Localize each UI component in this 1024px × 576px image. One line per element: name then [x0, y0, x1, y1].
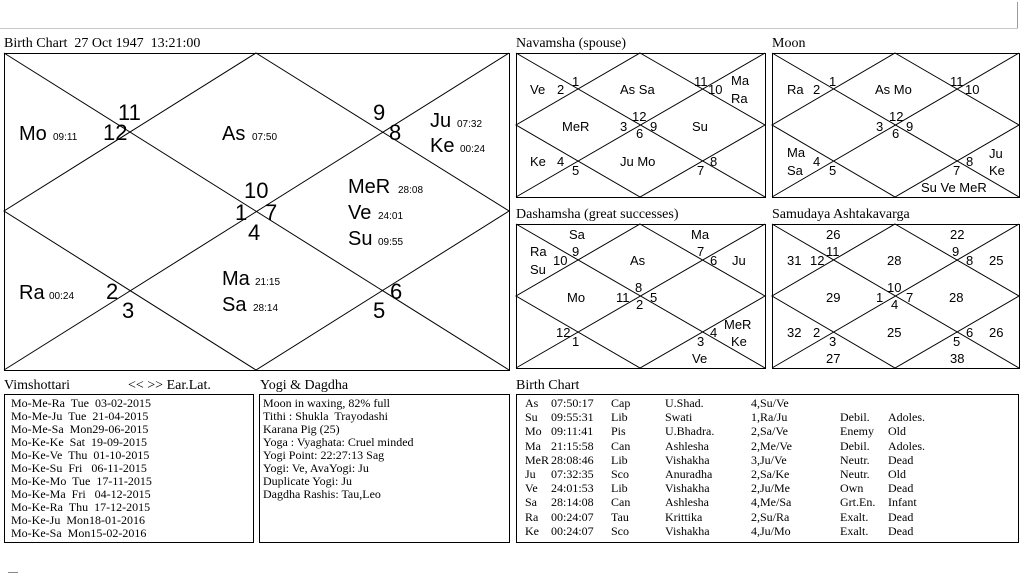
yogi-line: Yogi: Ve, AvaYogi: Ju	[263, 461, 369, 475]
svg-text:2: 2	[813, 82, 821, 97]
moon-title: Moon	[772, 36, 806, 51]
svg-text:26: 26	[826, 227, 841, 242]
svg-text:11: 11	[616, 290, 630, 305]
svg-text:Ra: Ra	[731, 91, 748, 106]
svg-text:7: 7	[697, 244, 705, 259]
svg-text:Ve: Ve	[530, 82, 546, 97]
yogi-line: Tithi : Shukla Trayodashi	[263, 409, 388, 423]
table-cell: Vishakha	[665, 481, 710, 496]
table-cell: 4,Su/Ve	[751, 396, 789, 410]
table-cell: 2,Su/Ra	[751, 509, 790, 524]
list-item[interactable]: Mo-Ke-Su Fri 06-11-2015	[11, 461, 147, 475]
table-row[interactable]	[517, 525, 1017, 539]
svg-text:26: 26	[989, 325, 1004, 340]
table-cell: 2,Sa/Ve	[751, 424, 788, 439]
table-cell: Anuradha	[665, 467, 713, 481]
svg-text:6: 6	[892, 126, 900, 141]
list-item[interactable]: Mo-Ke-Ra Thu 17-12-2015	[11, 500, 151, 514]
svg-text:Ve: Ve	[348, 202, 372, 224]
table-cell: Can	[611, 438, 631, 453]
table-cell: Debil.	[840, 410, 870, 425]
list-item[interactable]: Mo-Me-Sa Mon29-06-2015	[11, 422, 149, 436]
table-cell: Sco	[611, 467, 629, 481]
birth-table-title: Birth Chart	[516, 378, 580, 393]
svg-text:Ju: Ju	[732, 253, 746, 268]
table-cell: U.Bhadra.	[665, 424, 715, 439]
vimshottari-nav-buttons[interactable]: << >> Ear.Lat.	[128, 378, 211, 393]
yogi-line: Yogi Point: 22:27:13 Sag	[263, 448, 385, 462]
table-cell: Exalt.	[840, 523, 869, 538]
svg-text:5: 5	[829, 163, 837, 178]
yogi-list[interactable]	[259, 394, 510, 543]
svg-text:Su Ve MeR: Su Ve MeR	[921, 180, 987, 195]
svg-text:12: 12	[632, 109, 647, 124]
svg-text:00:24: 00:24	[460, 144, 486, 155]
table-cell: 28:14:08	[551, 495, 594, 510]
table-cell: Ju	[525, 467, 536, 481]
svg-text:25: 25	[989, 253, 1004, 268]
table-cell: Ve	[525, 481, 538, 496]
svg-text:11: 11	[950, 74, 964, 89]
main-house-1: 1	[235, 200, 248, 225]
table-row[interactable]	[517, 411, 1017, 425]
table-cell: Vishakha	[665, 523, 710, 538]
table-cell: U.Shad.	[665, 396, 704, 410]
svg-text:8: 8	[966, 154, 974, 169]
main-house-10: 10	[244, 178, 269, 203]
yogi-line: Karana Pig (25)	[263, 422, 340, 436]
svg-text:00:24: 00:24	[49, 291, 75, 302]
svg-text:28:08: 28:08	[398, 185, 424, 196]
table-cell: Can	[611, 495, 631, 510]
table-row[interactable]	[517, 425, 1017, 439]
samudaya-title: Samudaya Ashtakavarga	[772, 207, 910, 222]
svg-text:7: 7	[697, 163, 705, 178]
list-item[interactable]: Mo-Me-Ra Tue 03-02-2015	[11, 396, 151, 410]
table-cell: 2,Ju/Me	[751, 481, 790, 496]
svg-text:8: 8	[635, 280, 643, 295]
list-item[interactable]: Mo-Ke-Ma Fri 04-12-2015	[11, 487, 151, 501]
dashamsha-title: Dashamsha (great successes)	[516, 207, 679, 222]
svg-text:2: 2	[813, 325, 821, 340]
main-house-8: 8	[389, 120, 402, 145]
svg-text:07:50: 07:50	[252, 132, 278, 143]
main-house-9: 9	[373, 100, 386, 125]
table-cell: Neutr.	[840, 452, 870, 467]
svg-text:Ma: Ma	[691, 227, 710, 242]
table-cell: Vishakha	[665, 452, 710, 467]
svg-text:22: 22	[950, 227, 965, 242]
list-item[interactable]: Mo-Ke-Ke Sat 19-09-2015	[11, 435, 147, 449]
svg-text:As Sa: As Sa	[620, 82, 655, 97]
svg-text:9: 9	[952, 244, 960, 259]
svg-text:32: 32	[787, 325, 802, 340]
table-cell: Neutr.	[840, 467, 870, 481]
svg-text:12: 12	[889, 109, 904, 124]
svg-text:25: 25	[887, 325, 902, 340]
svg-text:Ma: Ma	[787, 145, 806, 160]
svg-text:10: 10	[965, 82, 980, 97]
table-cell: Sa	[525, 495, 537, 510]
main-house-3: 3	[122, 298, 135, 323]
table-cell: 24:01:53	[551, 481, 594, 496]
table-cell: Ma	[525, 438, 541, 453]
table-cell: Cap	[611, 396, 631, 410]
svg-text:7: 7	[906, 290, 914, 305]
svg-text:MeR: MeR	[562, 119, 590, 134]
table-cell: 4,Ju/Mo	[751, 523, 791, 538]
table-cell: 00:24:07	[551, 509, 594, 524]
main-house-11: 11	[118, 100, 141, 125]
yogi-line: Yoga : Vyaghata: Cruel minded	[263, 435, 414, 449]
svg-text:28: 28	[887, 253, 902, 268]
table-cell: Old	[888, 424, 906, 439]
table-cell: Ashlesha	[665, 438, 709, 453]
table-cell: Adoles.	[888, 438, 925, 453]
navamsha-title: Navamsha (spouse)	[516, 36, 627, 51]
table-cell: Lib	[611, 481, 628, 496]
svg-text:Mo: Mo	[567, 290, 586, 305]
svg-text:Ju: Ju	[989, 146, 1003, 161]
table-cell: 09:11:41	[551, 424, 594, 439]
svg-text:28: 28	[949, 290, 964, 305]
main-house-4: 4	[248, 220, 261, 245]
svg-text:4: 4	[891, 297, 899, 312]
table-cell: Lib	[611, 452, 628, 467]
list-item[interactable]: Mo-Ke-Ju Mon18-01-2016	[11, 513, 145, 527]
table-cell: 3,Ju/Ve	[751, 452, 787, 467]
table-cell: 28:08:46	[551, 452, 594, 467]
svg-text:11: 11	[694, 74, 708, 89]
svg-text:Ke: Ke	[530, 154, 546, 169]
svg-text:Ke: Ke	[989, 163, 1005, 178]
svg-text:MeR: MeR	[724, 317, 752, 332]
yogi-line: Moon in waxing, 82% full	[263, 396, 390, 410]
svg-text:As Mo: As Mo	[875, 82, 912, 97]
table-cell: Tau	[611, 509, 629, 524]
svg-text:11: 11	[826, 244, 840, 259]
table-cell: Ke	[525, 523, 539, 538]
yogi-title: Yogi & Dagdha	[260, 378, 349, 393]
list-item[interactable]: Mo-Me-Ju Tue 21-04-2015	[11, 409, 149, 423]
svg-text:7: 7	[953, 163, 961, 178]
svg-text:4: 4	[813, 154, 821, 169]
svg-text:9: 9	[572, 244, 580, 259]
table-cell: Grt.En.	[840, 495, 876, 510]
yogi-line: Dagdha Rashis: Tau,Leo	[263, 487, 381, 501]
table-cell: 07:50:17	[551, 396, 594, 410]
svg-text:Ve: Ve	[692, 351, 708, 366]
list-item[interactable]: Mo-Ke-Ve Thu 01-10-2015	[11, 448, 150, 462]
main-house-7: 7	[265, 200, 278, 225]
table-cell: 21:15:58	[551, 438, 594, 453]
svg-text:Sa: Sa	[569, 227, 585, 242]
list-item[interactable]: Mo-Ke-Sa Mon15-02-2016	[11, 526, 147, 540]
svg-text:6: 6	[710, 253, 718, 268]
table-cell: Ra	[525, 509, 539, 524]
table-cell: 1,Ra/Ju	[751, 410, 788, 425]
bottom-mark	[8, 572, 18, 573]
table-cell: Infant	[888, 495, 917, 510]
table-cell: Krittika	[665, 509, 703, 524]
svg-text:27: 27	[826, 351, 841, 366]
svg-text:As: As	[630, 253, 646, 268]
table-row[interactable]	[517, 511, 1017, 525]
vimshottari-title: Vimshottari	[4, 378, 71, 393]
svg-text:8: 8	[966, 253, 974, 268]
table-cell: Old	[888, 467, 906, 481]
svg-text:38: 38	[950, 351, 965, 366]
svg-text:5: 5	[572, 163, 580, 178]
main-house-5: 5	[373, 298, 386, 323]
table-cell: Lib	[611, 410, 628, 425]
svg-text:9: 9	[650, 119, 658, 134]
table-cell: Dead	[888, 509, 914, 524]
svg-text:31: 31	[787, 253, 802, 268]
svg-text:Mo: Mo	[19, 123, 47, 145]
svg-text:Su: Su	[348, 228, 373, 250]
main-house-12: 12	[103, 120, 128, 145]
svg-text:1: 1	[876, 290, 884, 305]
svg-text:MeR: MeR	[348, 176, 391, 198]
svg-text:6: 6	[636, 126, 644, 141]
table-cell: 4,Me/Sa	[751, 495, 792, 510]
svg-text:12: 12	[810, 253, 825, 268]
svg-text:09:11: 09:11	[53, 132, 78, 143]
table-cell: Mo	[525, 424, 542, 439]
table-cell: As	[525, 396, 539, 410]
table-row[interactable]	[517, 496, 1017, 510]
vimshottari-list[interactable]	[4, 394, 254, 543]
main-house-2: 2	[106, 279, 119, 304]
svg-text:12: 12	[556, 325, 571, 340]
svg-text:Su: Su	[692, 119, 708, 134]
svg-text:5: 5	[650, 290, 658, 305]
table-cell: MeR	[525, 452, 549, 467]
birth-table[interactable]	[516, 394, 1019, 543]
svg-text:24:01: 24:01	[378, 211, 404, 222]
svg-text:21:15: 21:15	[255, 277, 281, 288]
svg-text:3: 3	[829, 334, 837, 349]
table-cell: 2,Me/Ve	[751, 438, 792, 453]
svg-text:10: 10	[553, 253, 568, 268]
table-cell: 00:24:07	[551, 523, 594, 538]
svg-text:Ma: Ma	[222, 268, 250, 290]
table-row[interactable]	[517, 454, 1017, 468]
svg-text:5: 5	[953, 334, 961, 349]
svg-text:6: 6	[966, 325, 974, 340]
table-cell: Sco	[611, 523, 629, 538]
table-cell: Adoles.	[888, 410, 925, 425]
table-row[interactable]	[517, 468, 1017, 482]
svg-text:Ke: Ke	[731, 334, 747, 349]
svg-text:09:55: 09:55	[378, 237, 404, 248]
svg-text:10: 10	[887, 280, 902, 295]
svg-text:2: 2	[557, 82, 565, 97]
svg-text:Sa: Sa	[222, 294, 247, 316]
svg-text:07:32: 07:32	[457, 119, 483, 130]
svg-text:29: 29	[826, 290, 841, 305]
table-cell: 07:32:35	[551, 467, 594, 481]
table-cell: Ashlesha	[665, 495, 709, 510]
svg-text:1: 1	[829, 74, 837, 89]
table-cell: Su	[525, 410, 538, 425]
table-cell: Dead	[888, 481, 914, 496]
main-house-6: 6	[390, 279, 403, 304]
svg-text:8: 8	[710, 154, 718, 169]
svg-text:1: 1	[572, 74, 580, 89]
main-chart-title: Birth Chart 27 Oct 1947 13:21:00	[4, 36, 201, 51]
table-cell: Exalt.	[840, 509, 869, 524]
table-cell: 09:55:31	[551, 410, 594, 425]
svg-text:3: 3	[620, 119, 628, 134]
table-cell: 2,Sa/Ke	[751, 467, 790, 481]
svg-text:Ju Mo: Ju Mo	[620, 154, 656, 169]
svg-text:As: As	[222, 123, 246, 145]
svg-text:9: 9	[906, 119, 914, 134]
table-row[interactable]	[517, 397, 1017, 411]
yogi-line: Duplicate Yogi: Ju	[263, 474, 353, 488]
svg-text:Su: Su	[530, 262, 546, 277]
table-cell: Enemy	[840, 424, 874, 439]
table-cell: Dead	[888, 452, 914, 467]
svg-text:Ke: Ke	[430, 135, 455, 157]
table-cell: Own	[840, 481, 864, 496]
svg-text:Ra: Ra	[787, 82, 804, 97]
svg-text:10: 10	[708, 82, 723, 97]
table-cell: Dead	[888, 523, 914, 538]
svg-text:2: 2	[636, 297, 644, 312]
svg-text:1: 1	[572, 334, 580, 349]
table-cell: Debil.	[840, 438, 870, 453]
svg-text:Ra: Ra	[530, 244, 547, 259]
list-item[interactable]: Mo-Ke-Mo Tue 17-11-2015	[11, 474, 152, 488]
svg-text:Ma: Ma	[731, 73, 750, 88]
svg-text:Sa: Sa	[787, 163, 803, 178]
table-cell: Swati	[665, 410, 693, 425]
svg-text:4: 4	[710, 325, 718, 340]
svg-text:Ju: Ju	[430, 110, 452, 132]
table-row[interactable]	[517, 440, 1017, 454]
table-row[interactable]	[517, 482, 1017, 496]
svg-text:Ra: Ra	[19, 282, 45, 304]
svg-text:3: 3	[876, 119, 884, 134]
table-cell: Pis	[611, 424, 626, 439]
svg-text:3: 3	[697, 334, 705, 349]
svg-text:28:14: 28:14	[253, 303, 279, 314]
svg-text:4: 4	[557, 154, 565, 169]
